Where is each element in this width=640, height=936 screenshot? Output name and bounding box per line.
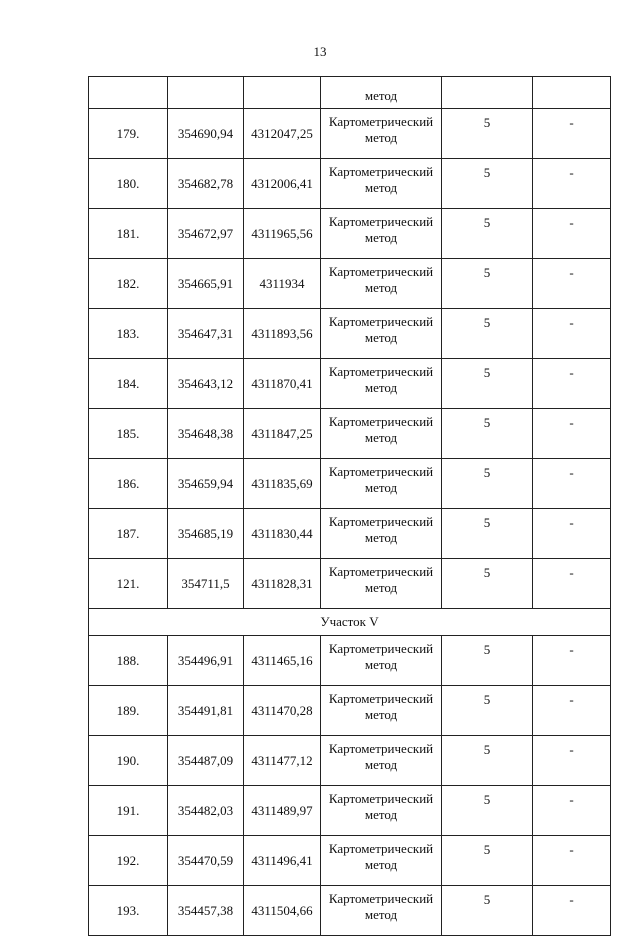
coordinate-y: 4311496,41 (244, 836, 321, 886)
accuracy-value: 5 (442, 459, 533, 509)
determination-method: Картометрический метод (321, 836, 442, 886)
point-number: 183. (89, 309, 168, 359)
coordinate-x: 354470,59 (168, 836, 244, 886)
point-number: 121. (89, 559, 168, 609)
point-number: 181. (89, 209, 168, 259)
table-row (89, 886, 611, 936)
coordinate-y: 4311830,44 (244, 509, 321, 559)
accuracy-value: 5 (442, 636, 533, 686)
coordinate-x: 354690,94 (168, 109, 244, 159)
table-row (89, 409, 611, 459)
determination-method: Картометрический метод (321, 786, 442, 836)
accuracy-value: 5 (442, 736, 533, 786)
determination-method: Картометрический метод (321, 509, 442, 559)
accuracy-value: 5 (442, 836, 533, 886)
table-row (89, 786, 611, 836)
coordinate-x: 354491,81 (168, 686, 244, 736)
coordinate-x: 354665,91 (168, 259, 244, 309)
coordinate-x: 354496,91 (168, 636, 244, 686)
note-value: - (533, 159, 611, 209)
note-value: - (533, 309, 611, 359)
coordinate-x: 354647,31 (168, 309, 244, 359)
page-number: 13 (313, 44, 327, 59)
accuracy-value: 5 (442, 786, 533, 836)
coordinate-x: 354711,5 (168, 559, 244, 609)
coordinate-x: 354685,19 (168, 509, 244, 559)
point-number: 179. (89, 109, 168, 159)
table-row (89, 109, 611, 159)
accuracy-value: 5 (442, 509, 533, 559)
table-row (89, 686, 611, 736)
coordinate-y: 4311893,56 (244, 309, 321, 359)
point-number: 187. (89, 509, 168, 559)
note-value: - (533, 886, 611, 936)
table-row (89, 836, 611, 886)
coordinate-x: 354672,97 (168, 209, 244, 259)
determination-method: Картометрический метод (321, 636, 442, 686)
table-row (89, 636, 611, 686)
cell-x (168, 77, 244, 109)
point-number: 180. (89, 159, 168, 209)
accuracy-value: 5 (442, 359, 533, 409)
coordinate-y: 4311465,16 (244, 636, 321, 686)
determination-method: Картометрический метод (321, 259, 442, 309)
coordinate-y: 4312006,41 (244, 159, 321, 209)
coordinate-x: 354682,78 (168, 159, 244, 209)
table-row (89, 209, 611, 259)
cell-y (244, 77, 321, 109)
coordinate-y: 4311828,31 (244, 559, 321, 609)
table-row (89, 309, 611, 359)
determination-method: Картометрический метод (321, 736, 442, 786)
continuation-row (89, 77, 611, 109)
determination-method: Картометрический метод (321, 886, 442, 936)
note-value: - (533, 459, 611, 509)
note-value: - (533, 636, 611, 686)
accuracy-value: 5 (442, 209, 533, 259)
section-title: Участок V (89, 609, 611, 636)
coordinate-x: 354659,94 (168, 459, 244, 509)
accuracy-value: 5 (442, 686, 533, 736)
coordinate-y: 4311965,56 (244, 209, 321, 259)
note-value: - (533, 686, 611, 736)
coordinate-y: 4311504,66 (244, 886, 321, 936)
note-value: - (533, 259, 611, 309)
accuracy-value: 5 (442, 309, 533, 359)
note-value: - (533, 509, 611, 559)
determination-method: Картометрический метод (321, 459, 442, 509)
coordinate-y: 4311489,97 (244, 786, 321, 836)
table-row (89, 559, 611, 609)
coordinates-table-body (89, 77, 611, 936)
note-value: - (533, 786, 611, 836)
table-row (89, 359, 611, 409)
coordinate-y: 4312047,25 (244, 109, 321, 159)
table-row (89, 509, 611, 559)
table-row (89, 736, 611, 786)
determination-method: Картометрический метод (321, 686, 442, 736)
cell-note (533, 77, 611, 109)
coordinate-y: 4311835,69 (244, 459, 321, 509)
coordinate-x: 354487,09 (168, 736, 244, 786)
point-number: 190. (89, 736, 168, 786)
accuracy-value: 5 (442, 886, 533, 936)
coordinate-y: 4311470,28 (244, 686, 321, 736)
determination-method: Картометрический метод (321, 109, 442, 159)
table-row (89, 159, 611, 209)
coordinate-y: 4311847,25 (244, 409, 321, 459)
coordinate-x: 354457,38 (168, 886, 244, 936)
coordinate-y: 4311870,41 (244, 359, 321, 409)
section-header-row (89, 609, 611, 636)
point-number: 185. (89, 409, 168, 459)
cell-method: метод (321, 77, 442, 109)
coordinate-x: 354643,12 (168, 359, 244, 409)
coordinate-y: 4311477,12 (244, 736, 321, 786)
determination-method: Картометрический метод (321, 359, 442, 409)
point-number: 193. (89, 886, 168, 936)
coordinate-y: 4311934 (244, 259, 321, 309)
accuracy-value: 5 (442, 109, 533, 159)
note-value: - (533, 359, 611, 409)
point-number: 192. (89, 836, 168, 886)
accuracy-value: 5 (442, 559, 533, 609)
accuracy-value: 5 (442, 259, 533, 309)
coordinates-table (88, 76, 611, 936)
note-value: - (533, 559, 611, 609)
cell-num (89, 77, 168, 109)
coordinate-x: 354648,38 (168, 409, 244, 459)
point-number: 184. (89, 359, 168, 409)
cell-accuracy (442, 77, 533, 109)
point-number: 191. (89, 786, 168, 836)
note-value: - (533, 736, 611, 786)
coordinate-x: 354482,03 (168, 786, 244, 836)
accuracy-value: 5 (442, 409, 533, 459)
note-value: - (533, 109, 611, 159)
table-row (89, 459, 611, 509)
determination-method: Картометрический метод (321, 209, 442, 259)
determination-method: Картометрический метод (321, 309, 442, 359)
point-number: 189. (89, 686, 168, 736)
accuracy-value: 5 (442, 159, 533, 209)
note-value: - (533, 209, 611, 259)
note-value: - (533, 836, 611, 886)
determination-method: Картометрический метод (321, 159, 442, 209)
point-number: 188. (89, 636, 168, 686)
determination-method: Картометрический метод (321, 559, 442, 609)
table-row (89, 259, 611, 309)
note-value: - (533, 409, 611, 459)
point-number: 182. (89, 259, 168, 309)
point-number: 186. (89, 459, 168, 509)
determination-method: Картометрический метод (321, 409, 442, 459)
